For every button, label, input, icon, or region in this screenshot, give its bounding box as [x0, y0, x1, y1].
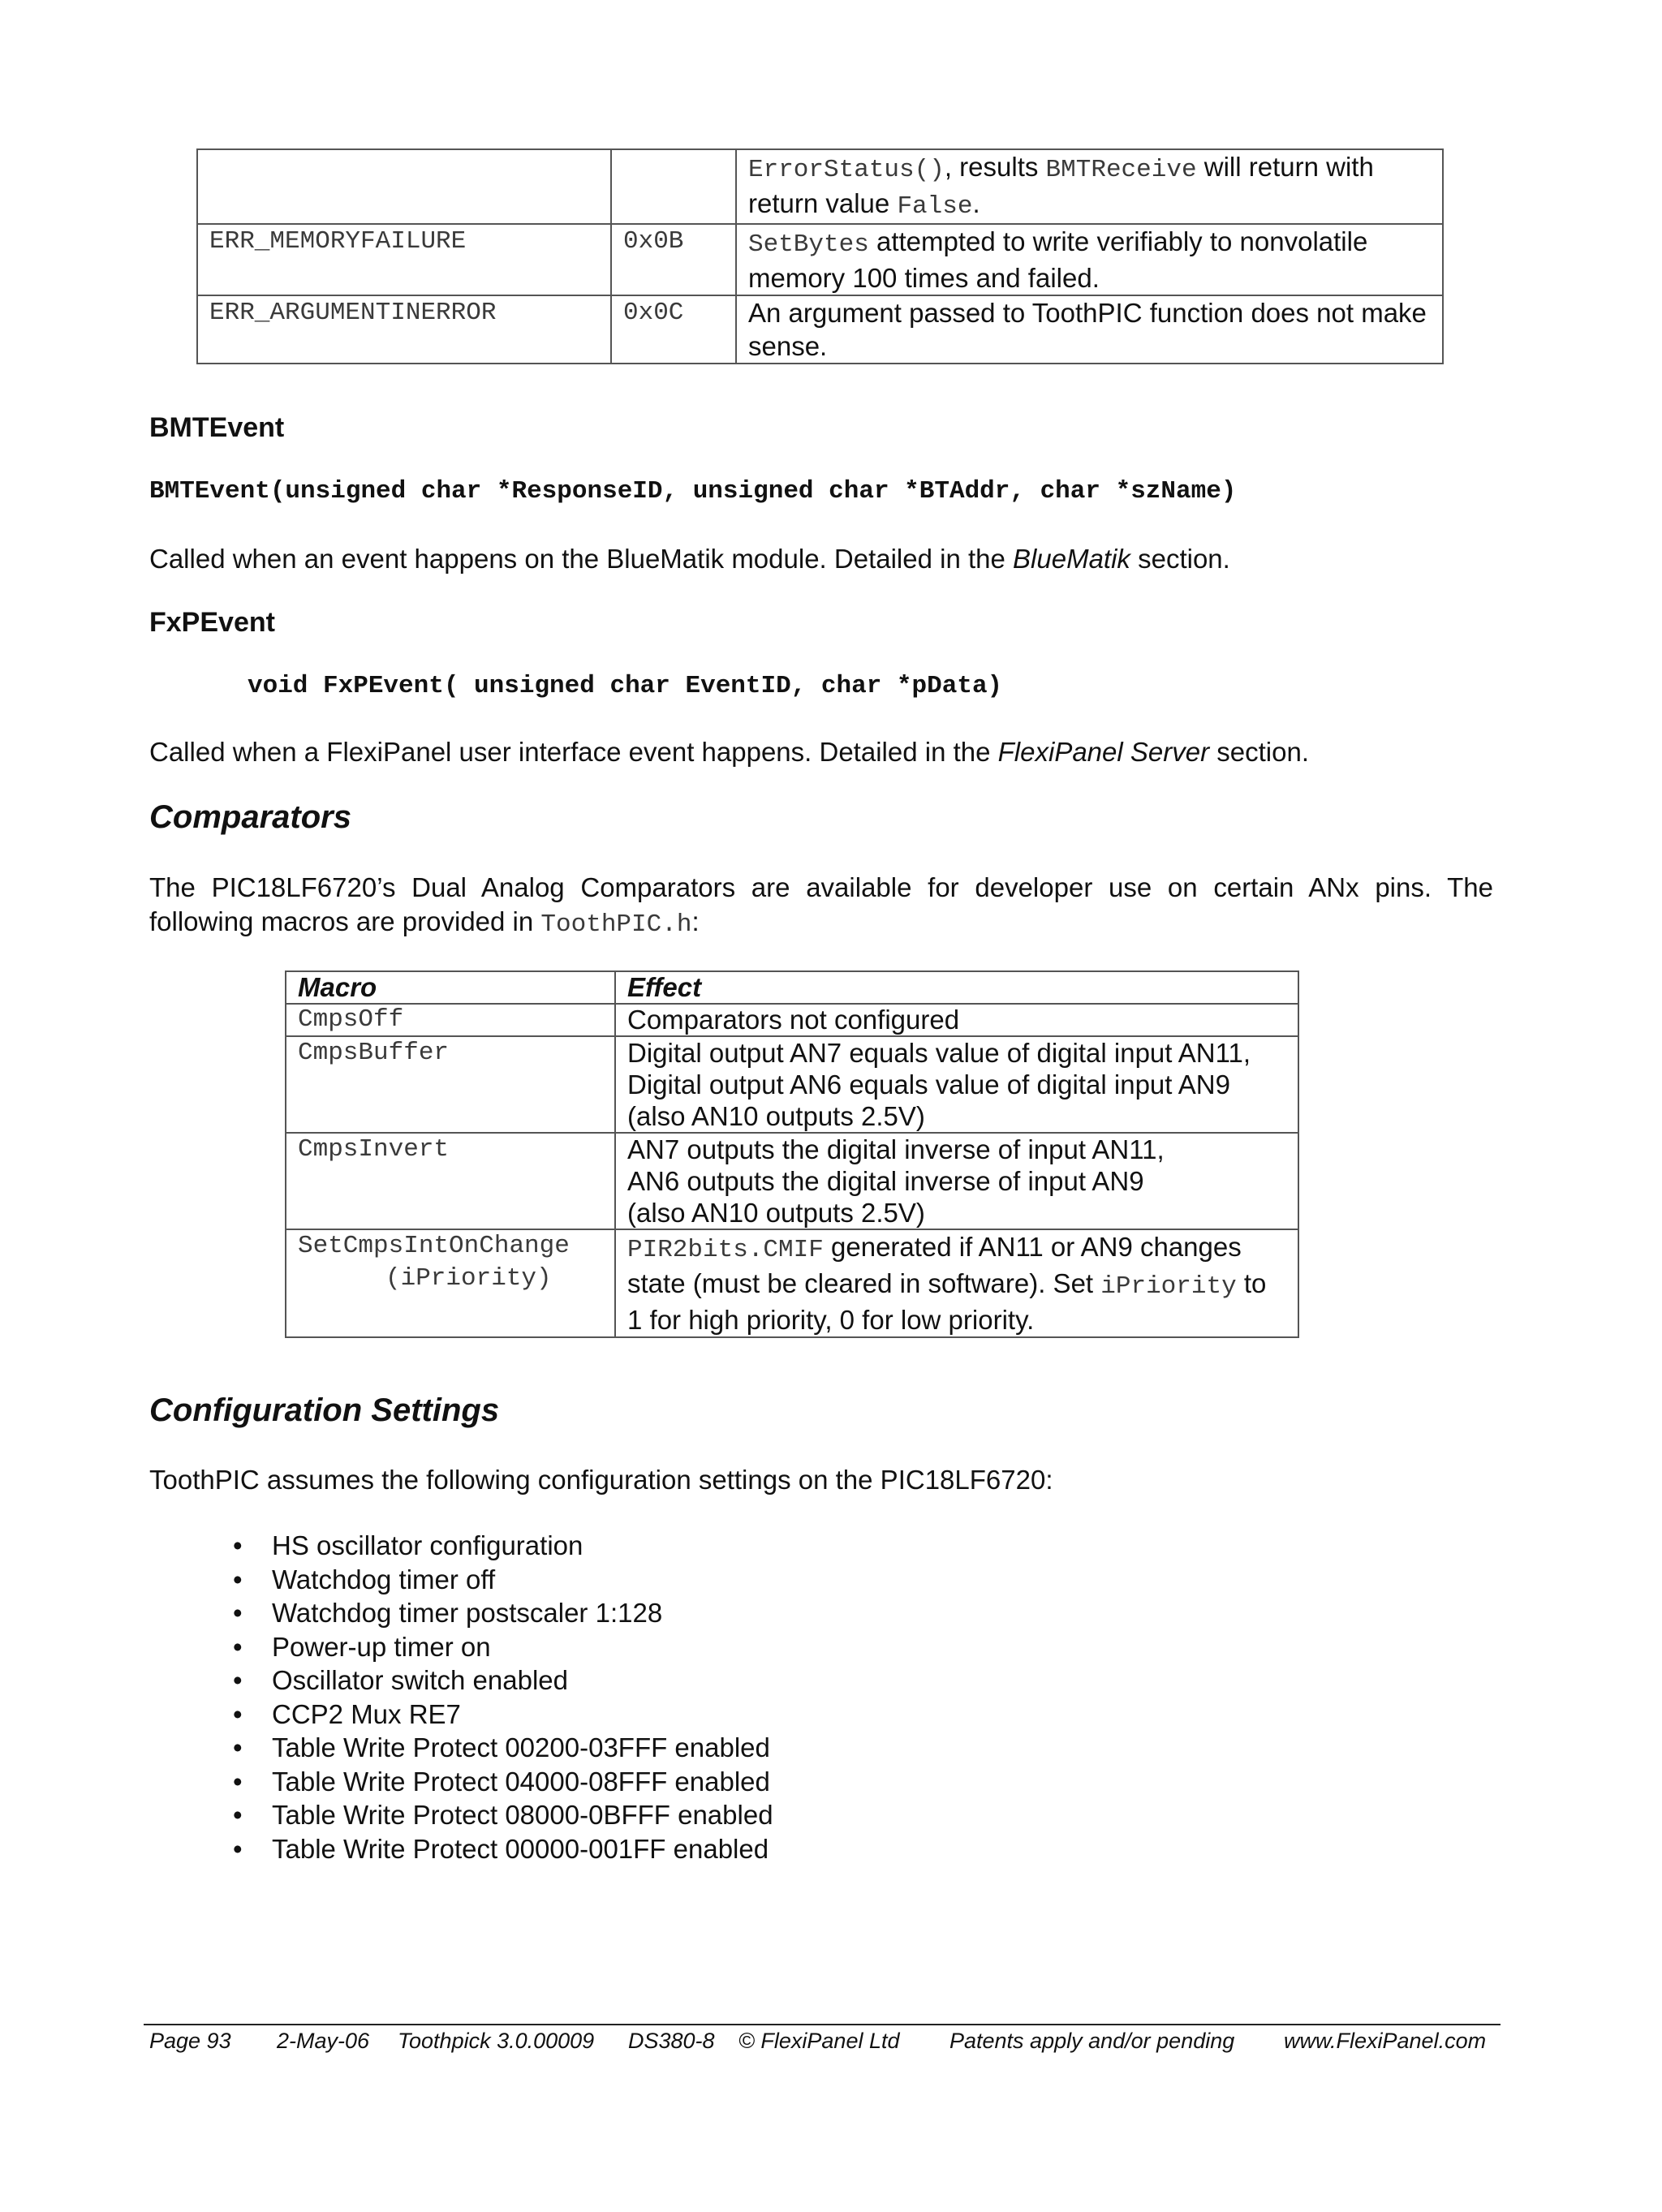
table-row [286, 1133, 1298, 1229]
effect-code: PIR2bits.CMIF [627, 1236, 824, 1264]
comparators-heading: Comparators [149, 799, 351, 835]
table-header-row [286, 971, 1298, 1004]
macro-cell: CmpsBuffer [286, 1036, 615, 1133]
col-effect-header: Effect [615, 971, 1298, 1004]
code-text: False [897, 192, 973, 221]
footer-patents: Patents apply and/or pending [949, 2029, 1235, 2053]
table-row [197, 295, 1443, 364]
config-intro: ToothPIC assumes the following configuration settings on the PIC18LF6720: [149, 1465, 1053, 1495]
error-desc-cell [736, 149, 1443, 224]
footer-copyright: © FlexiPanel Ltd [738, 2029, 900, 2053]
list-item: • CCP2 Mux RE7 [233, 1698, 773, 1732]
effect-cell [615, 1036, 1298, 1133]
error-code-table [196, 148, 1444, 364]
list-item: • Oscillator switch enabled [233, 1663, 773, 1698]
table-row [197, 224, 1443, 295]
macro-cell [286, 1229, 615, 1337]
comparators-intro [149, 871, 1493, 942]
effect-line: Comparators not configured [627, 1005, 960, 1035]
macro-name-line1: SetCmpsIntOnChange [298, 1232, 570, 1260]
effect-line: (also AN10 outputs 2.5V) [627, 1198, 925, 1228]
effect-line: Digital output AN7 equals value of digital input AN11, [627, 1038, 1251, 1068]
footer-divider [144, 2024, 1501, 2025]
footer-version: Toothpick 3.0.00009 [398, 2029, 595, 2053]
effect-cell [615, 1229, 1298, 1337]
error-desc-cell [736, 224, 1443, 295]
comparators-intro-line2 [149, 905, 1493, 942]
bmtevent-description [149, 542, 1230, 576]
effect-cell [615, 1133, 1298, 1229]
macro-table [285, 970, 1299, 1338]
error-name-cell [197, 149, 611, 224]
intro-text: following macros are provided in [149, 906, 541, 936]
list-item: • Watchdog timer off [233, 1563, 773, 1597]
error-name-cell: ERR_ARGUMENTINERROR [197, 295, 611, 364]
table-row [197, 149, 1443, 224]
list-item: • Table Write Protect 04000-08FFF enabled [233, 1765, 773, 1799]
macro-name-line2: (iPriority) [385, 1264, 552, 1293]
bmtevent-desc-end: section. [1130, 544, 1230, 574]
error-desc-cell [736, 295, 1443, 364]
effect-code: iPriority [1100, 1272, 1237, 1301]
error-name-cell: ERR_MEMORYFAILURE [197, 224, 611, 295]
bmtevent-desc-text: Called when an event happens on the BlueMatik module. Detailed in the [149, 544, 1014, 574]
effect-text: to 1 for high priority, 0 for low priority. [627, 1268, 1267, 1335]
macro-cell: CmpsInvert [286, 1133, 615, 1229]
intro-colon: : [691, 906, 700, 936]
config-heading: Configuration Settings [149, 1392, 500, 1428]
fxpevent-description [149, 735, 1309, 769]
table-row [286, 1004, 1298, 1036]
code-text: SetBytes [748, 230, 869, 259]
desc-text: attempted to write verifiably to nonvolatile memory 100 times and failed. [748, 226, 1368, 293]
effect-line: (also AN10 outputs 2.5V) [627, 1101, 925, 1131]
code-text: BMTReceive [1045, 156, 1197, 184]
list-item: • HS oscillator configuration [233, 1529, 773, 1563]
fxpevent-heading: FxPEvent [149, 607, 275, 638]
effect-line: AN7 outputs the digital inverse of input AN11, [627, 1134, 1165, 1164]
desc-text: will return with return value [748, 152, 1374, 218]
footer-date: 2-May-06 [277, 2029, 370, 2053]
bmtevent-desc-ref: BlueMatik [1013, 544, 1130, 574]
fxpevent-desc-text: Called when a FlexiPanel user interface event happens. Detailed in the [149, 737, 998, 767]
effect-text: generated if AN11 or AN9 changes state (must be cleared in software). Set [627, 1232, 1242, 1298]
list-item: • Table Write Protect 00000-001FF enabled [233, 1832, 773, 1866]
footer-doc-id: DS380-8 [628, 2029, 715, 2053]
error-code-cell: 0x0C [611, 295, 736, 364]
footer-page-number: Page 93 [149, 2029, 231, 2053]
desc-text: An argument passed to ToothPIC function does not make sense. [748, 298, 1427, 361]
fxpevent-desc-end: section. [1209, 737, 1309, 767]
fxpevent-desc-ref: FlexiPanel Server [997, 737, 1210, 767]
effect-line: Digital output AN6 equals value of digital input AN9 [627, 1069, 1230, 1100]
effect-line: AN6 outputs the digital inverse of input AN9 [627, 1166, 1144, 1196]
desc-text: , results [944, 152, 1046, 182]
list-item: • Table Write Protect 08000-0BFFF enabled [233, 1798, 773, 1832]
error-code-cell: 0x0B [611, 224, 736, 295]
config-list [233, 1529, 773, 1866]
intro-filename: ToothPIC.h [540, 910, 692, 939]
comparators-intro-line1: The PIC18LF6720’s Dual Analog Comparators are available for developer use on certain ANx pins. The [149, 872, 1493, 902]
table-row [286, 1229, 1298, 1337]
error-code-cell [611, 149, 736, 224]
list-item: • Power-up timer on [233, 1630, 773, 1664]
list-item: • Watchdog timer postscaler 1:128 [233, 1596, 773, 1630]
table-row [286, 1036, 1298, 1133]
footer-website-link[interactable]: www.FlexiPanel.com [1284, 2029, 1487, 2053]
bmtevent-signature: BMTEvent(unsigned char *ResponseID, unsigned char *BTAddr, char *szName) [149, 477, 1237, 506]
list-item: • Table Write Protect 00200-03FFF enabled [233, 1731, 773, 1765]
bmtevent-heading: BMTEvent [149, 412, 285, 443]
code-text: ErrorStatus() [748, 156, 945, 184]
effect-cell [615, 1004, 1298, 1036]
desc-text: . [972, 188, 980, 218]
fxpevent-signature: void FxPEvent( unsigned char EventID, char *pData) [248, 672, 1003, 700]
col-macro-header: Macro [286, 971, 615, 1004]
macro-cell: CmpsOff [286, 1004, 615, 1036]
